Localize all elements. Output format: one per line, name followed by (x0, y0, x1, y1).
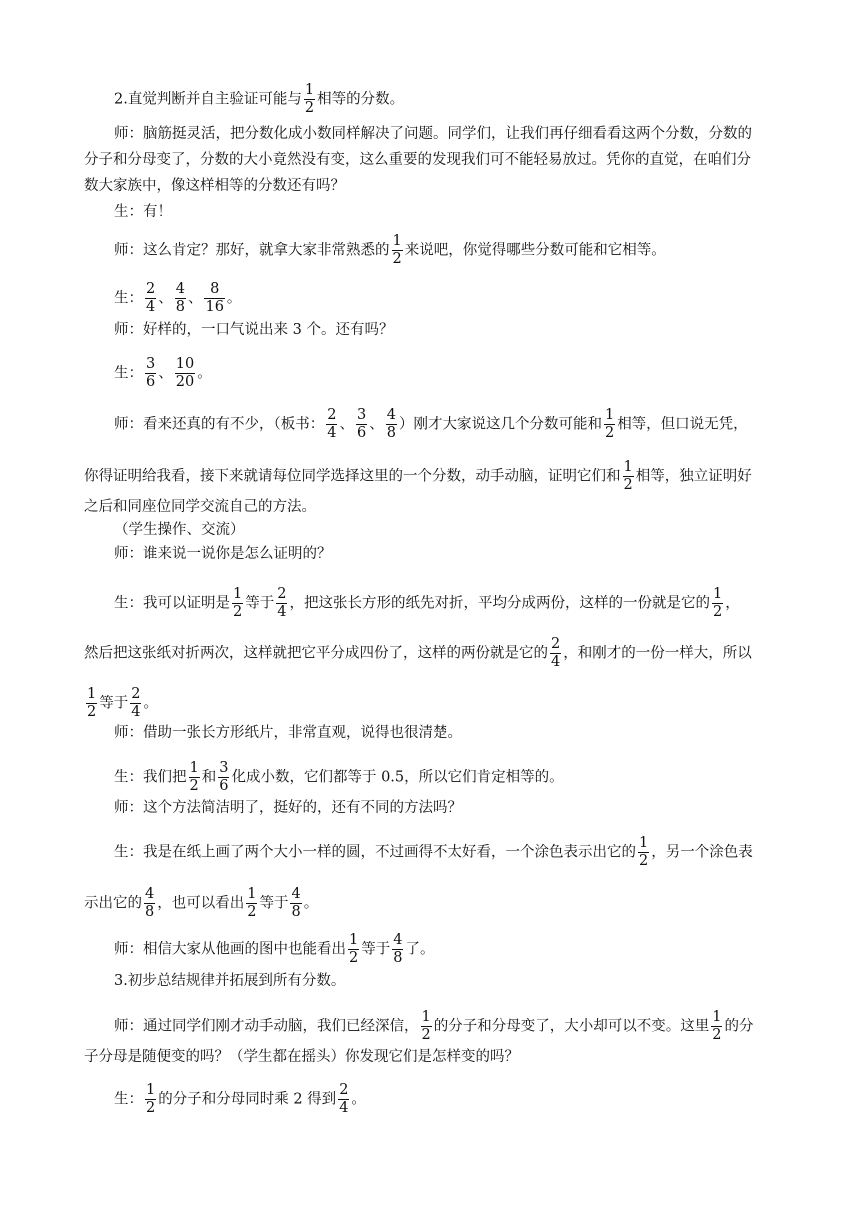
paragraph-line (114, 356, 814, 391)
text-run: 的分子和分母同时乘 2 得到 (158, 1091, 337, 1108)
fraction (189, 760, 200, 795)
text-run: 等于 (361, 941, 391, 958)
fraction (232, 586, 243, 621)
text-run: 你得证明给我看，接下来就请每位同学选择这里的一个分数，动手动脑，证明它们和 (84, 468, 621, 485)
text-run: 了。 (405, 941, 435, 958)
fraction-numerator: 1 (712, 586, 723, 602)
text-run: 师：脑筋挺灵活，把分数化成小数同样解决了问题。同学们，让我们再仔细看看这两个分数，分数的 (114, 126, 752, 142)
fraction-numerator: 3 (356, 407, 367, 423)
fraction (204, 281, 224, 316)
fraction-denominator: 2 (349, 950, 359, 966)
fraction-denominator: 8 (393, 950, 403, 966)
fraction-denominator: 2 (189, 778, 199, 794)
text-run: 生： (114, 290, 143, 307)
fraction-denominator: 6 (146, 374, 156, 390)
text-run: 师：这个方法简洁明了，挺好的，还有不同的方法吗？ (114, 800, 462, 816)
text-run: 生：有！ (114, 204, 172, 220)
text-run: ，把这张长方形的纸先对折，平均分成两份，这样的一份就是它的 (289, 595, 710, 612)
fraction-numerator: 1 (233, 586, 243, 602)
fraction (145, 1082, 156, 1117)
text-run: 师：通过同学们刚才动手动脑，我们已经深信， (114, 1018, 419, 1035)
text-run: 。 (197, 365, 212, 382)
text-run: 。 (351, 1091, 366, 1108)
text-run: 师：看来还真的有不少，（板书： (114, 416, 325, 433)
text-run: 师：借助一张长方形纸片，非常直观，说得也很清楚。 (114, 725, 462, 741)
fraction-denominator: 2 (712, 604, 723, 620)
fraction-denominator: 2 (247, 904, 257, 920)
fraction-numerator: 2 (551, 636, 561, 652)
fraction-numerator: 1 (623, 459, 633, 475)
fraction-denominator: 2 (712, 1027, 722, 1043)
fraction (175, 356, 195, 391)
text-run: 、 (158, 290, 173, 307)
fraction-numerator: 1 (146, 1082, 156, 1098)
fraction (276, 586, 287, 621)
text-run: 和 (201, 769, 217, 786)
fraction-numerator: 4 (386, 407, 396, 423)
fraction-denominator: 2 (233, 604, 243, 620)
paragraph-line (114, 760, 814, 795)
paragraph-line (114, 586, 814, 621)
fraction-numerator: 2 (339, 1082, 349, 1098)
text-run: 生：我们把 (114, 769, 187, 786)
fraction-numerator: 1 (712, 1009, 722, 1025)
fraction-denominator: 2 (639, 853, 649, 869)
paragraph-line (84, 150, 784, 170)
paragraph-line (114, 407, 814, 442)
text-run: 。 (143, 695, 158, 712)
fraction-denominator: 2 (623, 477, 633, 493)
fraction (638, 835, 649, 870)
paragraph-line (114, 723, 814, 743)
paragraph-line (84, 497, 784, 517)
text-run: 。 (226, 290, 242, 307)
text-run: 相等，但口说无凭， (617, 416, 748, 433)
text-run: 。 (303, 895, 319, 912)
text-run: 生： (114, 365, 143, 382)
fraction (246, 886, 257, 921)
paragraph-line (114, 281, 814, 316)
text-run: 、 (158, 365, 173, 382)
fraction (386, 407, 397, 442)
text-run: 相等的分数。 (317, 91, 405, 108)
fraction-numerator: 4 (393, 932, 403, 948)
text-run: 、 (187, 290, 203, 307)
paragraph-line (84, 636, 784, 671)
fraction-denominator: 20 (175, 374, 195, 390)
fraction (392, 932, 403, 967)
fraction-numerator: 1 (639, 835, 649, 851)
fraction (392, 233, 403, 268)
fraction-denominator: 16 (205, 299, 224, 315)
paragraph-line (84, 686, 784, 721)
paragraph-line (114, 520, 814, 540)
fraction-denominator: 2 (146, 1100, 156, 1116)
fraction-numerator: 3 (146, 356, 156, 372)
fraction-numerator: 1 (304, 82, 315, 98)
text-run: 3.初步总结规律并拓展到所有分数。 (114, 973, 346, 989)
text-run: ）刚才大家说这几个分数可能和 (398, 416, 602, 433)
text-run: 化成小数，它们都等于 0.5，所以它们肯定相等的。 (231, 769, 564, 786)
text-run: 来说吧，你觉得哪些分数可能和它相等。 (404, 242, 666, 259)
fraction-denominator: 8 (291, 904, 301, 920)
paragraph-line (114, 320, 814, 340)
text-run: 相等，独立证明好 (635, 468, 752, 485)
fraction-denominator: 2 (392, 251, 402, 267)
text-run: 师：好样的，一口气说出来 3 个。还有吗？ (114, 322, 394, 338)
paragraph-line (114, 1009, 814, 1044)
text-run: 、 (339, 416, 354, 433)
fraction-numerator: 2 (131, 686, 141, 702)
fraction-numerator: 10 (175, 356, 195, 372)
fraction (348, 932, 359, 967)
text-run: 然后把这张纸对折两次，这样就把它平分成四份了，这样的两份就是它的 (84, 645, 548, 662)
text-run: 师：相信大家从他画的图中也能看出 (114, 941, 346, 958)
text-run: ，和刚才的一份一样大，所以 (563, 645, 752, 662)
text-run: 师：这么肯定？那好，就拿大家非常熟悉的 (114, 242, 390, 259)
fraction (711, 1009, 722, 1044)
fraction-denominator: 4 (277, 604, 287, 620)
paragraph-line (84, 459, 784, 494)
fraction-denominator: 4 (131, 704, 141, 720)
fraction (144, 886, 155, 921)
fraction-numerator: 2 (327, 407, 337, 423)
fraction (550, 636, 561, 671)
fraction (86, 686, 97, 721)
text-run: 分子和分母变了，分数的大小竟然没有变，这么重要的发现我们可不能轻易放过。凭你的直觉，在咱们分 (84, 152, 751, 168)
fraction-denominator: 4 (339, 1100, 349, 1116)
fraction (175, 281, 186, 316)
fraction-denominator: 4 (146, 299, 156, 315)
text-run: 、 (369, 416, 384, 433)
paragraph-line (84, 176, 784, 196)
text-run: ，另一个涂色表 (651, 844, 753, 861)
fraction-denominator: 6 (356, 425, 367, 441)
fraction-denominator: 8 (175, 299, 185, 315)
fraction-numerator: 1 (189, 760, 199, 776)
fraction-numerator: 2 (146, 281, 156, 297)
text-run: 数大家族中，像这样相等的分数还有吗？ (84, 178, 345, 194)
fraction-numerator: 1 (349, 932, 359, 948)
paragraph-line (114, 202, 814, 222)
fraction (145, 356, 156, 391)
fraction (623, 459, 634, 494)
paragraph-line (114, 971, 814, 991)
fraction-denominator: 4 (327, 425, 337, 441)
fraction (604, 407, 615, 442)
paragraph-line (114, 798, 814, 818)
fraction (290, 886, 301, 921)
text-run: 示出它的 (84, 895, 142, 912)
fraction-denominator: 4 (551, 654, 561, 670)
fraction (338, 1082, 349, 1117)
paragraph-line (114, 233, 814, 268)
fraction (421, 1009, 432, 1044)
fraction-numerator: 1 (421, 1009, 431, 1025)
fraction (130, 686, 141, 721)
text-run: 生： (114, 1091, 143, 1108)
text-run: 等于 (99, 695, 129, 712)
fraction-numerator: 4 (145, 886, 155, 902)
text-run: 的分 (724, 1018, 754, 1035)
paragraph-line (114, 1082, 814, 1117)
fraction-denominator: 2 (604, 425, 615, 441)
fraction-numerator: 1 (87, 686, 97, 702)
fraction-numerator: 1 (392, 233, 402, 249)
paragraph-line (114, 544, 814, 564)
fraction-denominator: 2 (304, 100, 315, 116)
fraction-denominator: 2 (421, 1027, 431, 1043)
fraction-numerator: 8 (204, 281, 224, 299)
text-run: 生：我可以证明是 (114, 595, 230, 612)
fraction (218, 760, 229, 795)
fraction (145, 281, 156, 316)
fraction-numerator: 4 (175, 281, 185, 297)
fraction-numerator: 4 (291, 886, 301, 902)
text-run: 等于 (259, 895, 289, 912)
text-run: ， (725, 595, 740, 612)
fraction-numerator: 2 (277, 586, 287, 602)
text-run: （学生操作、交流） (114, 522, 245, 538)
fraction-denominator: 8 (145, 904, 155, 920)
fraction-denominator: 8 (386, 425, 396, 441)
paragraph-line (84, 1047, 784, 1067)
paragraph-line (84, 886, 784, 921)
paragraph-line (114, 835, 814, 870)
fraction (356, 407, 367, 442)
text-run: 子分母是随便变的吗？（学生都在摇头）你发现它们是怎样变的吗？ (84, 1049, 519, 1065)
paragraph-line (114, 932, 814, 967)
text-run: ，也可以看出 (157, 895, 245, 912)
fraction-denominator: 6 (219, 778, 229, 794)
paragraph-line (114, 124, 814, 144)
fraction-denominator: 2 (87, 704, 97, 720)
text-run: 2.直觉判断并自主验证可能与 (114, 91, 302, 108)
text-run: 师：谁来说一说你是怎么证明的？ (114, 546, 332, 562)
text-run: 之后和同座位同学交流自己的方法。 (84, 499, 316, 515)
paragraph-line (114, 82, 814, 117)
fraction (326, 407, 337, 442)
text-run: 生：我是在纸上画了两个大小一样的圆，不过画得不太好看，一个涂色表示出它的 (114, 844, 636, 861)
fraction-numerator: 1 (604, 407, 615, 423)
text-run: 的分子和分母变了，大小却可以不变。这里 (433, 1018, 710, 1035)
fraction (712, 586, 723, 621)
fraction-numerator: 3 (219, 760, 229, 776)
fraction (304, 82, 315, 117)
fraction-numerator: 1 (247, 886, 257, 902)
text-run: 等于 (245, 595, 275, 612)
